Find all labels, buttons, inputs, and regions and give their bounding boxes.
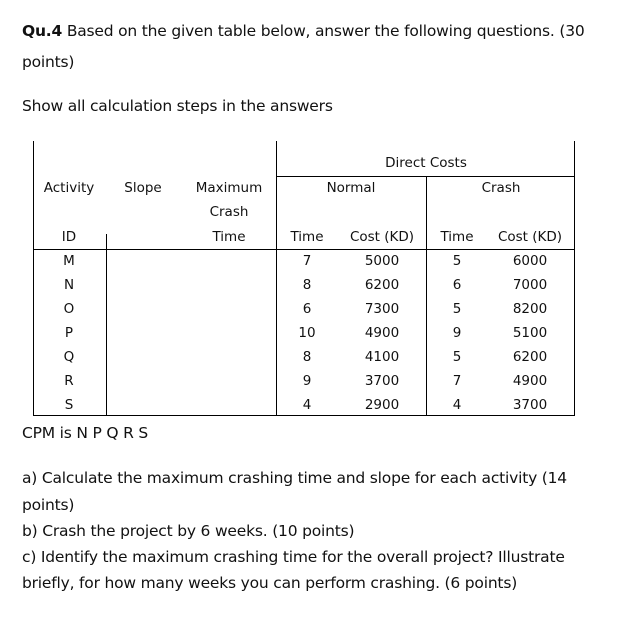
header-max-line1: Maximum: [195, 180, 263, 196]
cost-table: [33, 141, 575, 416]
row-crash-time: 6: [452, 277, 462, 293]
row-normal-cost: 5000: [364, 253, 400, 269]
header-normal: Normal: [326, 180, 376, 196]
part-b: b) Crash the project by 6 weeks. (10 points): [22, 522, 355, 540]
row-normal-time: 8: [302, 349, 312, 365]
row-normal-cost: 7300: [364, 301, 400, 317]
row-normal-time: 8: [302, 277, 312, 293]
question-text-line2: points): [22, 53, 75, 71]
row-crash-cost: 5100: [512, 325, 548, 341]
row-crash-time: 5: [452, 253, 462, 269]
row-normal-cost: 6200: [364, 277, 400, 293]
header-time-normal: Time: [290, 229, 324, 245]
row-normal-time: 4: [302, 397, 312, 413]
header-crash: Crash: [481, 180, 521, 196]
instruction-text: Show all calculation steps in the answers: [22, 97, 333, 115]
row-normal-cost: 2900: [364, 397, 400, 413]
row-crash-cost: 8200: [512, 301, 548, 317]
row-crash-time: 9: [452, 325, 462, 341]
row-id: S: [64, 397, 74, 413]
row-crash-time: 4: [452, 397, 462, 413]
row-id: N: [63, 277, 75, 293]
question-text-line1: Based on the given table below, answer the following questions. (30: [62, 22, 585, 40]
row-normal-cost: 4900: [364, 325, 400, 341]
row-id: P: [64, 325, 74, 341]
question-label: Qu.4: [22, 22, 63, 40]
part-a-line2: points): [22, 496, 75, 514]
row-id: O: [63, 301, 75, 317]
row-crash-cost: 7000: [512, 277, 548, 293]
part-c-line2: briefly, for how many weeks you can perform crashing. (6 points): [22, 574, 518, 592]
header-max-line3: Time: [212, 229, 246, 245]
row-normal-time: 6: [302, 301, 312, 317]
row-id: Q: [63, 349, 75, 365]
row-crash-time: 5: [452, 301, 462, 317]
row-normal-time: 7: [302, 253, 312, 269]
row-normal-time: 10: [298, 325, 316, 341]
row-crash-cost: 3700: [512, 397, 548, 413]
row-crash-cost: 6200: [512, 349, 548, 365]
row-normal-time: 9: [302, 373, 312, 389]
header-direct-costs: Direct Costs: [385, 155, 467, 171]
row-id: R: [64, 373, 74, 389]
cpm-note: CPM is N P Q R S: [22, 424, 149, 442]
question-title: [22, 22, 585, 40]
row-crash-cost: 6000: [512, 253, 548, 269]
part-c-line1: c) Identify the maximum crashing time for the overall project? Illustrate: [22, 548, 565, 566]
row-crash-time: 7: [452, 373, 462, 389]
header-cost-normal: Cost (KD): [349, 229, 415, 245]
header-max-line2: Crash: [209, 204, 249, 220]
row-normal-cost: 3700: [364, 373, 400, 389]
row-id: M: [63, 253, 75, 269]
header-activity: Activity: [43, 180, 95, 196]
header-cost-crash: Cost (KD): [497, 229, 563, 245]
row-crash-cost: 4900: [512, 373, 548, 389]
header-time-crash: Time: [440, 229, 474, 245]
header-id: ID: [61, 229, 77, 245]
header-slope: Slope: [124, 180, 162, 196]
row-normal-cost: 4100: [364, 349, 400, 365]
part-a-line1: a) Calculate the maximum crashing time and slope for each activity (14: [22, 469, 567, 487]
row-crash-time: 5: [452, 349, 462, 365]
